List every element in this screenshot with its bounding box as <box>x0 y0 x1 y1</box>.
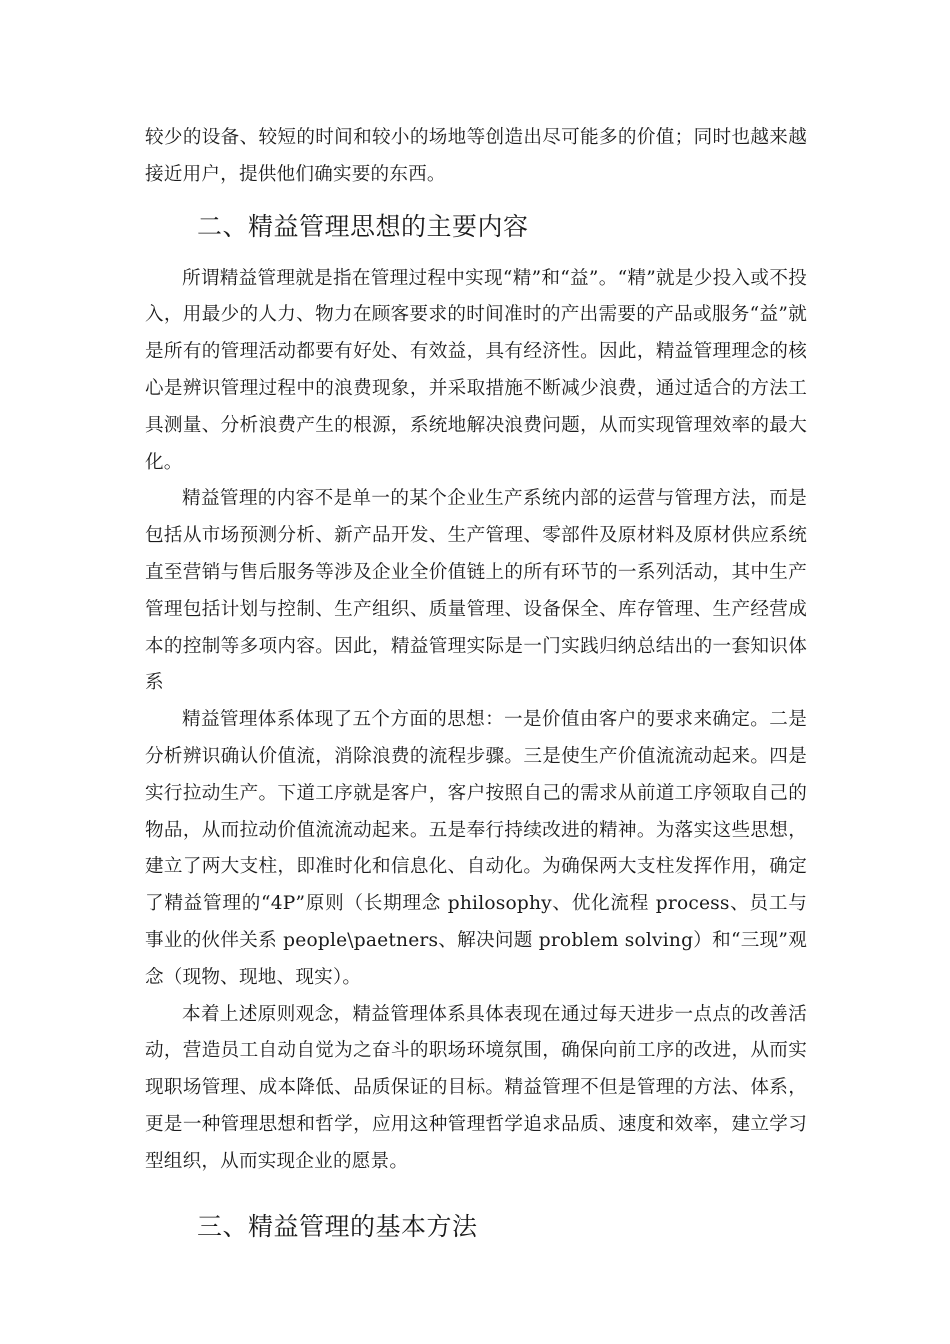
paragraph-definition: 所谓精益管理就是指在管理过程中实现“精”和“益”。“精”就是少投入或不投入，用最少的人力、物力在顾客要求的时间准时的产出需要的产品或服务“益”就是所有的管理活动都要有好处、有效益，具有经济性。因此，精益管理理念的核心是辨识管理过程中的浪费现象，并采取措施不断减少浪费，通过适合的方法工具测量、分析浪费产生的根源，系统地解决浪费问题，从而实现管理效率的最大化。 <box>145 267 807 473</box>
document-body <box>145 120 807 1255</box>
paragraph-improvement: 本着上述原则观念，精益管理体系具体表现在通过每天进步一点点的改善活动，营造员工自动自觉为之奋斗的职场环境氛围，确保向前工序的改进，从而实现职场管理、成本降低、品质保证的目标。精益管理不但是管理的方法、体系，更是一种管理思想和哲学，应用这种管理哲学追求品质、速度和效率，建立学习型组织，从而实现企业的愿景。 <box>145 1003 807 1172</box>
section-heading-3: 三、精益管理的基本方法 <box>197 1211 478 1241</box>
section-heading-2: 二、精益管理思想的主要内容 <box>197 211 529 241</box>
paragraph-content-scope: 精益管理的内容不是单一的某个企业生产系统内部的运营与管理方法，而是包括从市场预测分析、新产品开发、生产管理、零部件及原材料及原材供应系统直至营销与售后服务等涉及企业全价值链上的所有环节的一系列活动，其中生产管理包括计划与控制、生产组织、质量管理、设备保全、库存管理、生产经营成本的控制等多项内容。因此，精益管理实际是一门实践归纳总结出的一套知识体系 <box>145 488 807 694</box>
paragraph-five-thoughts: 精益管理体系体现了五个方面的思想：一是价值由客户的要求来确定。二是分析辨识确认价值流，消除浪费的流程步骤。三是使生产价值流流动起来。四是实行拉动生产。下道工序就是客户，客户按照自己的需求从前道工序领取自己的物品，从而拉动价值流流动起来。五是奉行持续改进的精神。为落实这些思想，建立了两大支柱，即准时化和信息化、自动化。为确保两大支柱发挥作用，确定了精益管理的“4P”原则（长期理念 philosophy、优化流程 process、员工与事业的伙伴关系 people\paetners、解决问题 problem solving）和“三现”观念（现物、现地、现实）。 <box>145 709 807 988</box>
paragraph-continuation: 较少的设备、较短的时间和较小的场地等创造出尽可能多的价值；同时也越来越接近用户，提供他们确实要的东西。 <box>145 127 807 185</box>
